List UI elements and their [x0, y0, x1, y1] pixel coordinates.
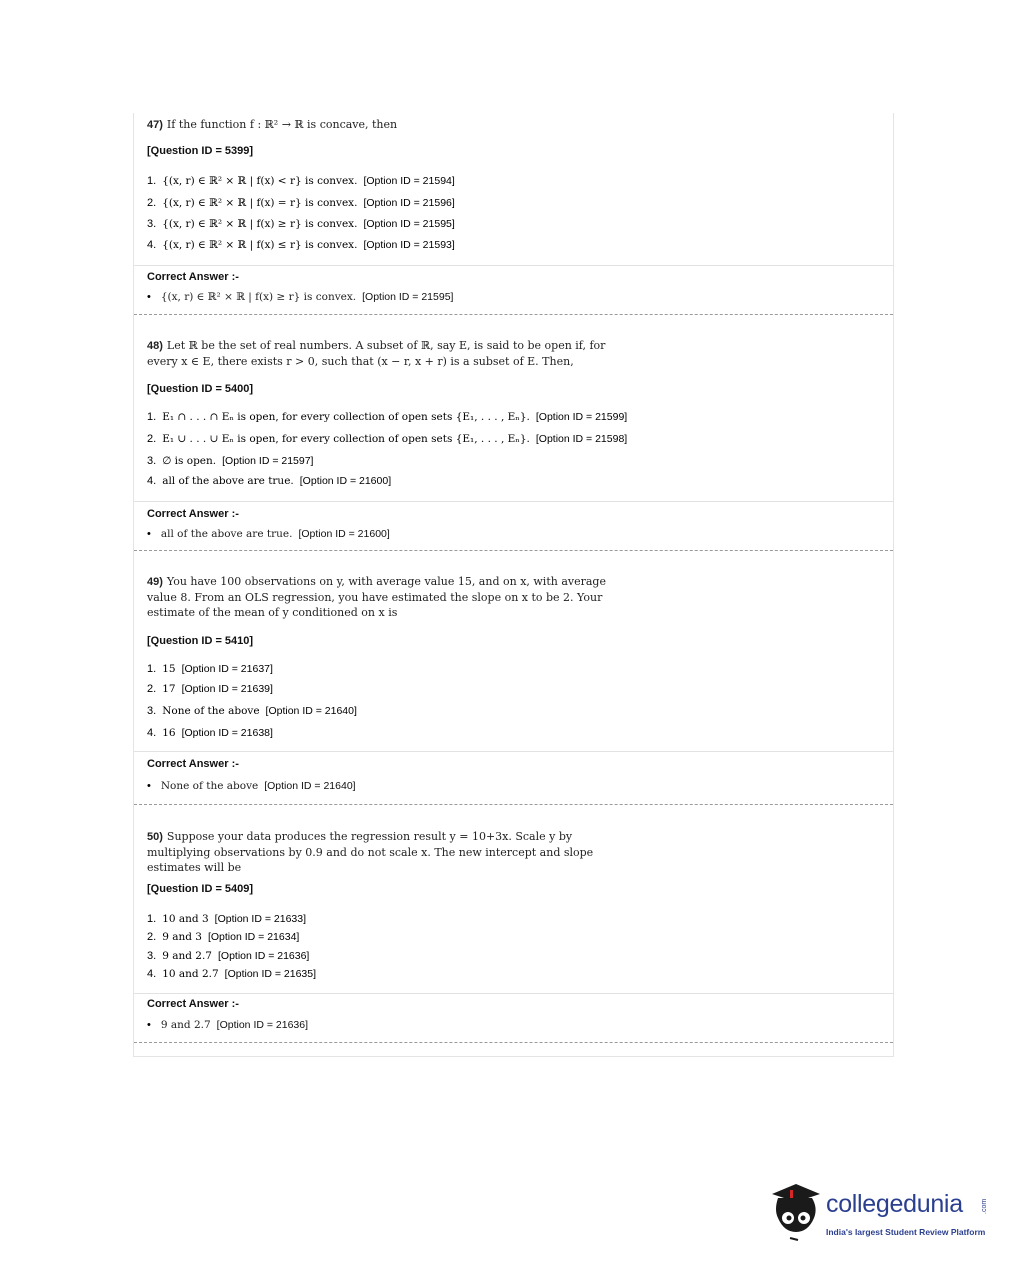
- correct-answer: • {(x, r) ∈ ℝ² × ℝ | f(x) ≥ r} is convex. [Option ID = 21595]: [147, 291, 454, 303]
- question-number: 49): [147, 576, 163, 588]
- correct-answer-label: Correct Answer :-: [147, 508, 239, 520]
- option-4[interactable]: 4. 16 [Option ID = 21638]: [147, 727, 273, 739]
- correct-answer-label: Correct Answer :-: [147, 758, 239, 770]
- option-1[interactable]: 1. {(x, r) ∈ ℝ² × ℝ | f(x) < r} is convex. [Option ID = 21594]: [147, 175, 455, 187]
- bullet-icon: •: [147, 291, 151, 303]
- option-4[interactable]: 4. all of the above are true. [Option ID = 21600]: [147, 475, 392, 487]
- divider: [134, 501, 893, 502]
- option-2[interactable]: 2. {(x, r) ∈ ℝ² × ℝ | f(x) = r} is convex. [Option ID = 21596]: [147, 197, 455, 209]
- option-3[interactable]: 3. ∅ is open. [Option ID = 21597]: [147, 455, 314, 467]
- question-id: [Question ID = 5409]: [147, 883, 254, 895]
- correct-answer: • all of the above are true. [Option ID = 21600]: [147, 528, 390, 540]
- question-id: [Question ID = 5399]: [147, 145, 254, 157]
- divider: [134, 993, 893, 994]
- brand-suffix: .com: [981, 1198, 988, 1214]
- divider: [134, 751, 893, 752]
- correct-answer-label: Correct Answer :-: [147, 271, 239, 283]
- question-number: 48): [147, 340, 163, 352]
- option-4[interactable]: 4. {(x, r) ∈ ℝ² × ℝ | f(x) ≤ r} is convex. [Option ID = 21593]: [147, 239, 455, 251]
- option-4[interactable]: 4. 10 and 2.7 [Option ID = 21635]: [147, 968, 317, 980]
- option-1[interactable]: 1. 15 [Option ID = 21637]: [147, 663, 273, 675]
- question-text: 47) If the function f : ℝ² → ℝ is concave, then: [147, 118, 398, 131]
- question-id: [Question ID = 5410]: [147, 635, 254, 647]
- correct-answer-label: Correct Answer :-: [147, 998, 239, 1010]
- bullet-icon: •: [147, 1019, 151, 1031]
- brand-name: collegedunia: [826, 1190, 963, 1218]
- question-separator: [134, 1042, 893, 1043]
- divider: [134, 265, 893, 266]
- question-text: 49) You have 100 observations on y, with average value 15, and on x, with average value 8. From an OLS regression, you have estimated the slope on x to be 2. Your estimate of the mean of y conditioned on x is: [147, 575, 606, 619]
- bullet-icon: •: [147, 528, 151, 540]
- option-3[interactable]: 3. {(x, r) ∈ ℝ² × ℝ | f(x) ≥ r} is convex. [Option ID = 21595]: [147, 218, 455, 230]
- option-2[interactable]: 2. 9 and 3 [Option ID = 21634]: [147, 931, 300, 943]
- question-id: [Question ID = 5400]: [147, 383, 254, 395]
- question-number: 50): [147, 831, 163, 843]
- option-2[interactable]: 2. 17 [Option ID = 21639]: [147, 683, 273, 695]
- option-3[interactable]: 3. None of the above [Option ID = 21640]: [147, 705, 357, 717]
- bullet-icon: •: [147, 780, 151, 792]
- correct-answer: • None of the above [Option ID = 21640]: [147, 780, 356, 792]
- question-separator: [134, 314, 893, 315]
- question-text: 48) Let ℝ be the set of real numbers. A subset of ℝ, say E, is said to be open if, for every x ∈ E, there exists r > 0, such that (x − r, x + r) is a subset of E. Then,: [147, 339, 606, 368]
- option-2[interactable]: 2. E₁ ∪ . . . ∪ Eₙ is open, for every collection of open sets {E₁, . . . , Eₙ}. [Option ID = 21598]: [147, 433, 628, 445]
- option-3[interactable]: 3. 9 and 2.7 [Option ID = 21636]: [147, 950, 310, 962]
- brand-tagline: India's largest Student Review Platform: [826, 1227, 986, 1237]
- question-text: 50) Suppose your data produces the regression result y = 10+3x. Scale y by multiplying observations by 0.9 and do not scale x. The new intercept and slope estimates will be: [147, 830, 594, 874]
- option-1[interactable]: 1. E₁ ∩ . . . ∩ Eₙ is open, for every collection of open sets {E₁, . . . , Eₙ}. [Option ID = 21599]: [147, 411, 628, 423]
- mascot-icon: [768, 1180, 824, 1244]
- question-paper-page: [133, 113, 894, 1057]
- question-separator: [134, 804, 893, 805]
- option-1[interactable]: 1. 10 and 3 [Option ID = 21633]: [147, 913, 307, 925]
- question-number: 47): [147, 119, 163, 131]
- correct-answer: • 9 and 2.7 [Option ID = 21636]: [147, 1019, 309, 1031]
- question-separator: [134, 550, 893, 551]
- collegedunia-logo: [768, 1180, 998, 1250]
